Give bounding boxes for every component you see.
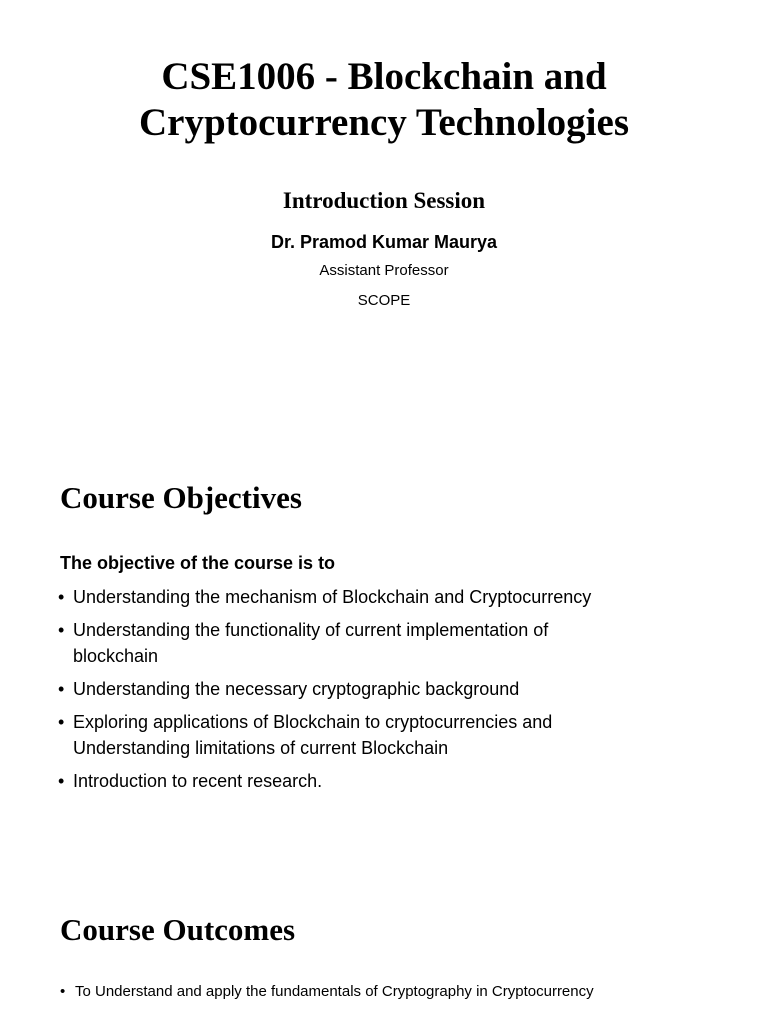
objectives-list [58,584,738,801]
bullet-icon: • [60,983,66,1000]
objective-item [58,709,738,761]
objectives-slide [0,470,768,830]
title-slide [0,0,768,340]
outcome-text: To Understand and apply the fundamentals of Cryptography in Cryptocurrency [75,983,594,1000]
objective-text: Exploring applications of Blockchain to cryptocurrencies and [73,712,553,732]
objective-text-cont: Understanding limitations of current Blockchain [73,738,449,758]
session-subtitle: Introduction Session [282,188,486,213]
objectives-heading: Course Objectives [60,480,302,515]
objective-text-cont: blockchain [73,646,159,666]
presenter-role: Assistant Professor [319,262,449,279]
bullet-icon: • [58,679,65,699]
course-title [0,54,768,146]
presenter-department: SCOPE [357,292,411,309]
bullet-icon: • [58,620,65,640]
objective-item [58,584,738,610]
objective-item [58,617,738,669]
outcome-item [60,980,750,1004]
objective-item [58,768,738,794]
objective-text: Understanding the necessary cryptographic background [73,679,520,699]
objective-item [58,676,738,702]
objective-text: Introduction to recent research. [73,771,323,791]
objective-text: Understanding the functionality of current implementation of [73,620,549,640]
presenter-name: Dr. Pramod Kumar Maurya [270,232,498,252]
course-title-line-1: CSE1006 - Blockchain and [161,55,607,98]
bullet-icon: • [58,771,65,791]
bullet-icon: • [58,587,65,607]
objective-text: Understanding the mechanism of Blockchain and Cryptocurrency [73,587,592,607]
objectives-lead: The objective of the course is to [60,553,336,573]
bullet-icon: • [58,712,65,732]
outcomes-slide [0,900,768,1024]
outcomes-heading: Course Outcomes [60,912,296,947]
course-title-line-2: Cryptocurrency Technologies [138,101,629,144]
outcomes-list [60,980,750,1004]
